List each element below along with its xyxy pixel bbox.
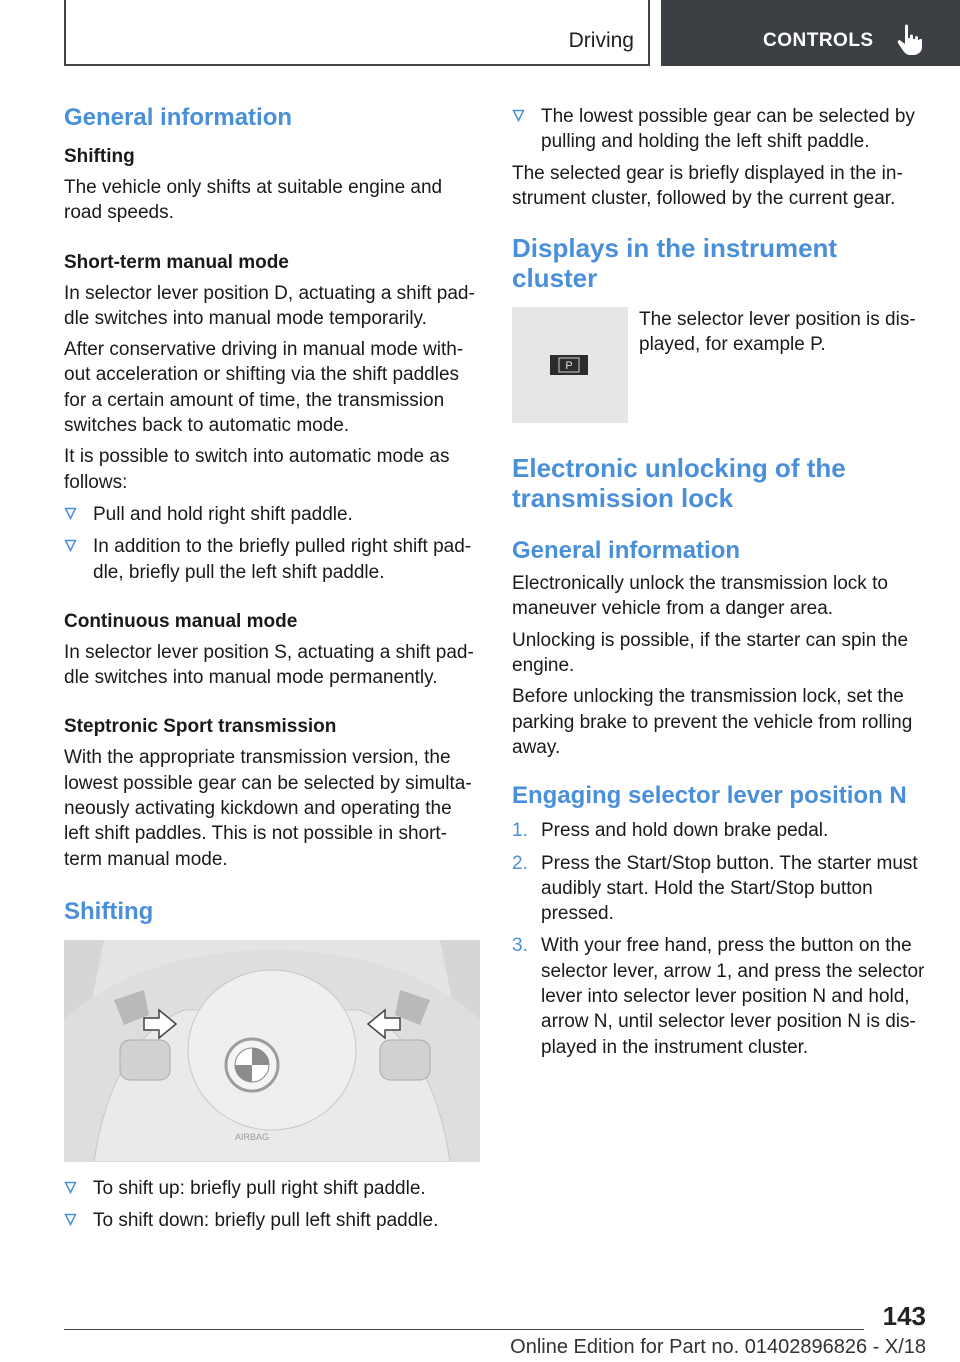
list-item: In addition to the briefly pulled right shift paddle, briefly pull the left shift paddle. <box>64 534 480 585</box>
paragraph: It is possible to switch into automatic mode as follows: <box>64 446 450 493</box>
heading-general-information: General information <box>64 104 293 131</box>
heading-engaging-position-n: Engaging selector lever position N <box>512 782 907 810</box>
triangle-bullet-icon <box>64 539 77 552</box>
step-number: 3. <box>512 935 528 957</box>
list-item: Pull and hold right shift paddle. <box>64 502 480 527</box>
heading-general-information: General information <box>512 537 741 565</box>
paragraph: After conservative driving in manual mode without acceleration or shifting via the shift paddles for a certain amount of time, the transmission switches back to automatic mode. <box>64 339 464 437</box>
left-column <box>64 100 480 1234</box>
steering-wheel-image <box>64 940 480 1162</box>
chapter-tab <box>661 0 960 66</box>
footer-divider <box>64 1329 864 1330</box>
airbag-label: AIRBAG <box>234 1131 270 1142</box>
page-header <box>0 0 960 66</box>
paragraph: The selector lever position is displayed, for example P. <box>639 309 916 356</box>
subheading-continuous-manual-mode: Continuous manual mode <box>64 610 298 632</box>
paragraph: In selector lever position D, actuating a shift paddle switches into manual mode temporarily. <box>64 282 475 329</box>
paragraph: The selected gear is briefly displayed in the instrument cluster, followed by the current gear. <box>512 162 903 209</box>
triangle-bullet-icon <box>64 1181 77 1194</box>
subheading-shifting: Shifting <box>64 146 135 167</box>
heading-displays-instrument-cluster: Displays in the instrument cluster <box>512 233 838 294</box>
instrument-cluster-image <box>512 307 628 423</box>
paragraph: Unlocking is possible, if the starter can spin the engine. <box>512 629 909 677</box>
triangle-bullet-icon <box>64 1213 77 1226</box>
triangle-bullet-icon <box>64 507 77 520</box>
list-item: The lowest possible gear can be selected by pulling and holding the left shift paddle. <box>512 104 928 155</box>
page-number: 143 <box>882 1301 926 1331</box>
edition-note: Online Edition for Part no. 01402896826 - X/18 <box>510 1336 926 1358</box>
list-item: To shift up: briefly pull right shift paddle. <box>64 1176 480 1201</box>
triangle-bullet-icon <box>512 109 525 122</box>
step-number: 1. <box>512 820 528 842</box>
cluster-display-block <box>512 307 928 423</box>
right-column <box>512 100 928 1060</box>
list-item: 3. With your free hand, press the button on the selector lever, arrow 1, and press the selector lever into selector lever position N and hold, arrow N, until selector lever position N is displayed in the instrument cluster. <box>512 935 925 1058</box>
subheading-short-term-manual-mode: Short-term manual mode <box>64 251 289 273</box>
section-title: Driving <box>568 29 634 52</box>
paragraph: In selector lever position S, actuating a shift paddle switches into manual mode permanently. <box>64 641 474 689</box>
steering-wheel-illustration <box>64 940 480 1162</box>
list-item: 2. Press the Start/Stop button. The starter must audibly start. Hold the Start/Stop button pressed. <box>512 852 918 925</box>
pointing-hand-icon <box>895 22 925 56</box>
list-item: To shift down: briefly pull left shift paddle. <box>64 1208 480 1233</box>
heading-electronic-unlocking: Electronic unlocking of the transmission lock <box>512 453 846 514</box>
paragraph: Electronically unlock the transmission lock to maneuver vehicle from a danger area. <box>512 573 888 620</box>
subheading-steptronic-sport: Steptronic Sport transmission <box>64 716 337 738</box>
list-item: 1. Press and hold down brake pedal. <box>512 818 928 843</box>
section-tab <box>64 0 650 66</box>
paragraph: The vehicle only shifts at suitable engine and road speeds. <box>64 177 443 224</box>
selector-position-indicator: P <box>565 360 573 373</box>
paragraph: With the appropriate transmission version, the lowest possible gear can be selected by simultaneously activating kickdown and operating the left shift paddles. This is not possible in short-term manual mode. <box>64 747 472 870</box>
heading-shifting: Shifting <box>64 897 154 925</box>
chapter-title: CONTROLS <box>763 30 874 51</box>
paragraph: Before unlocking the transmission lock, set the parking brake to prevent the vehicle from rolling away. <box>512 686 913 758</box>
step-number: 2. <box>512 852 528 874</box>
